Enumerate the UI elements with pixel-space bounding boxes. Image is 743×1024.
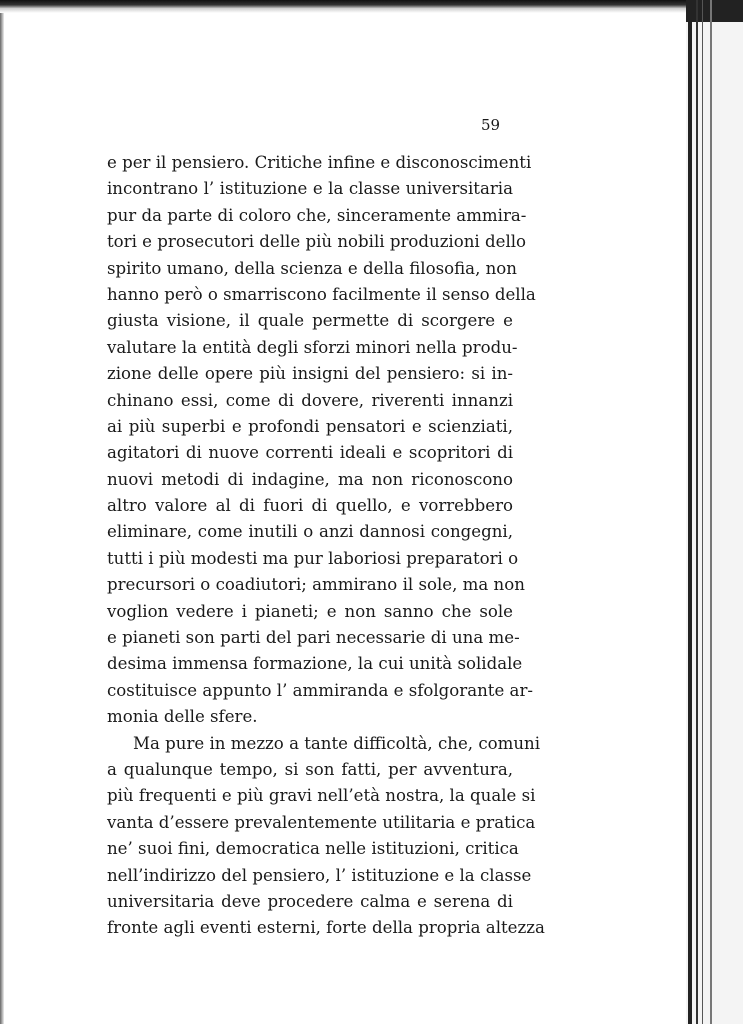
text-line: nell’indirizzo del pensiero, l’ istituzione e la classe — [107, 865, 532, 885]
text-line: chinano essi, come di dovere, riverenti innanzi — [107, 390, 513, 410]
text-line: nuovi metodi di indagine, ma non riconoscono — [107, 469, 513, 489]
page-number: 59 — [481, 116, 501, 134]
book-binding-edge — [686, 0, 743, 1024]
body-text — [107, 150, 545, 942]
text-line: giusta visione, il quale permette di scorgere e — [107, 311, 513, 331]
text-line: voglion vedere i pianeti; e non sanno che sole — [107, 601, 513, 621]
text-line: ai più superbi e profondi pensatori e scienziati, — [107, 416, 513, 436]
scan-left-edge — [0, 0, 4, 1024]
text-line: e per il pensiero. Critiche infine e disconoscimenti — [107, 153, 532, 172]
text-line: più frequenti e più gravi nell’età nostra, la quale si — [107, 786, 536, 806]
text-line: a qualunque tempo, si son fatti, per avventura, — [107, 759, 513, 779]
text-line: eliminare, come inutili o anzi dannosi congegni, — [107, 522, 513, 542]
text-line: precursori o coadiutori; ammirano il sole, ma non — [107, 575, 525, 595]
text-line: incontrano l’ istituzione e la classe universitaria — [107, 179, 513, 199]
paragraph — [107, 731, 545, 942]
text-line: hanno però o smarriscono facilmente il senso della — [107, 284, 536, 304]
text-line: fronte agli eventi esterni, forte della propria altezza — [107, 918, 545, 938]
text-line: monia delle sfere. — [107, 707, 258, 727]
text-line: spirito umano, della scienza e della filosofia, non — [107, 258, 517, 278]
text-line: agitatori di nuove correnti ideali e scopritori di — [107, 443, 513, 463]
text-line: desima immensa formazione, la cui unità solidale — [107, 654, 523, 674]
text-line: altro valore al di fuori di quello, e vorrebbero — [107, 496, 513, 516]
text-line: tutti i più modesti ma pur laboriosi preparatori o — [107, 548, 519, 568]
text-line: pur da parte di coloro che, sinceramente ammira- — [107, 205, 527, 225]
text-line: tori e prosecutori delle più nobili produzioni dello — [107, 232, 527, 252]
text-line: costituisce appunto l’ ammiranda e sfolgorante ar- — [107, 680, 533, 700]
text-line: e pianeti son parti del pari necessarie di una me- — [107, 628, 520, 648]
text-line: ne’ suoi fini, democratica nelle istituzioni, critica — [107, 839, 519, 859]
scan-top-edge — [0, 0, 700, 8]
text-line: zione delle opere più insigni del pensiero: si in- — [107, 364, 513, 384]
text-line: universitaria deve procedere calma e serena di — [107, 891, 513, 911]
text-line: valutare la entità degli sforzi minori nella produ- — [107, 337, 518, 357]
text-line: vanta d’essere prevalentemente utilitaria e pratica — [107, 812, 536, 832]
paragraph — [107, 150, 536, 731]
scan-top-shadow — [0, 8, 700, 13]
text-line: Ma pure in mezzo a tante difficoltà, che, comuni — [133, 733, 541, 753]
